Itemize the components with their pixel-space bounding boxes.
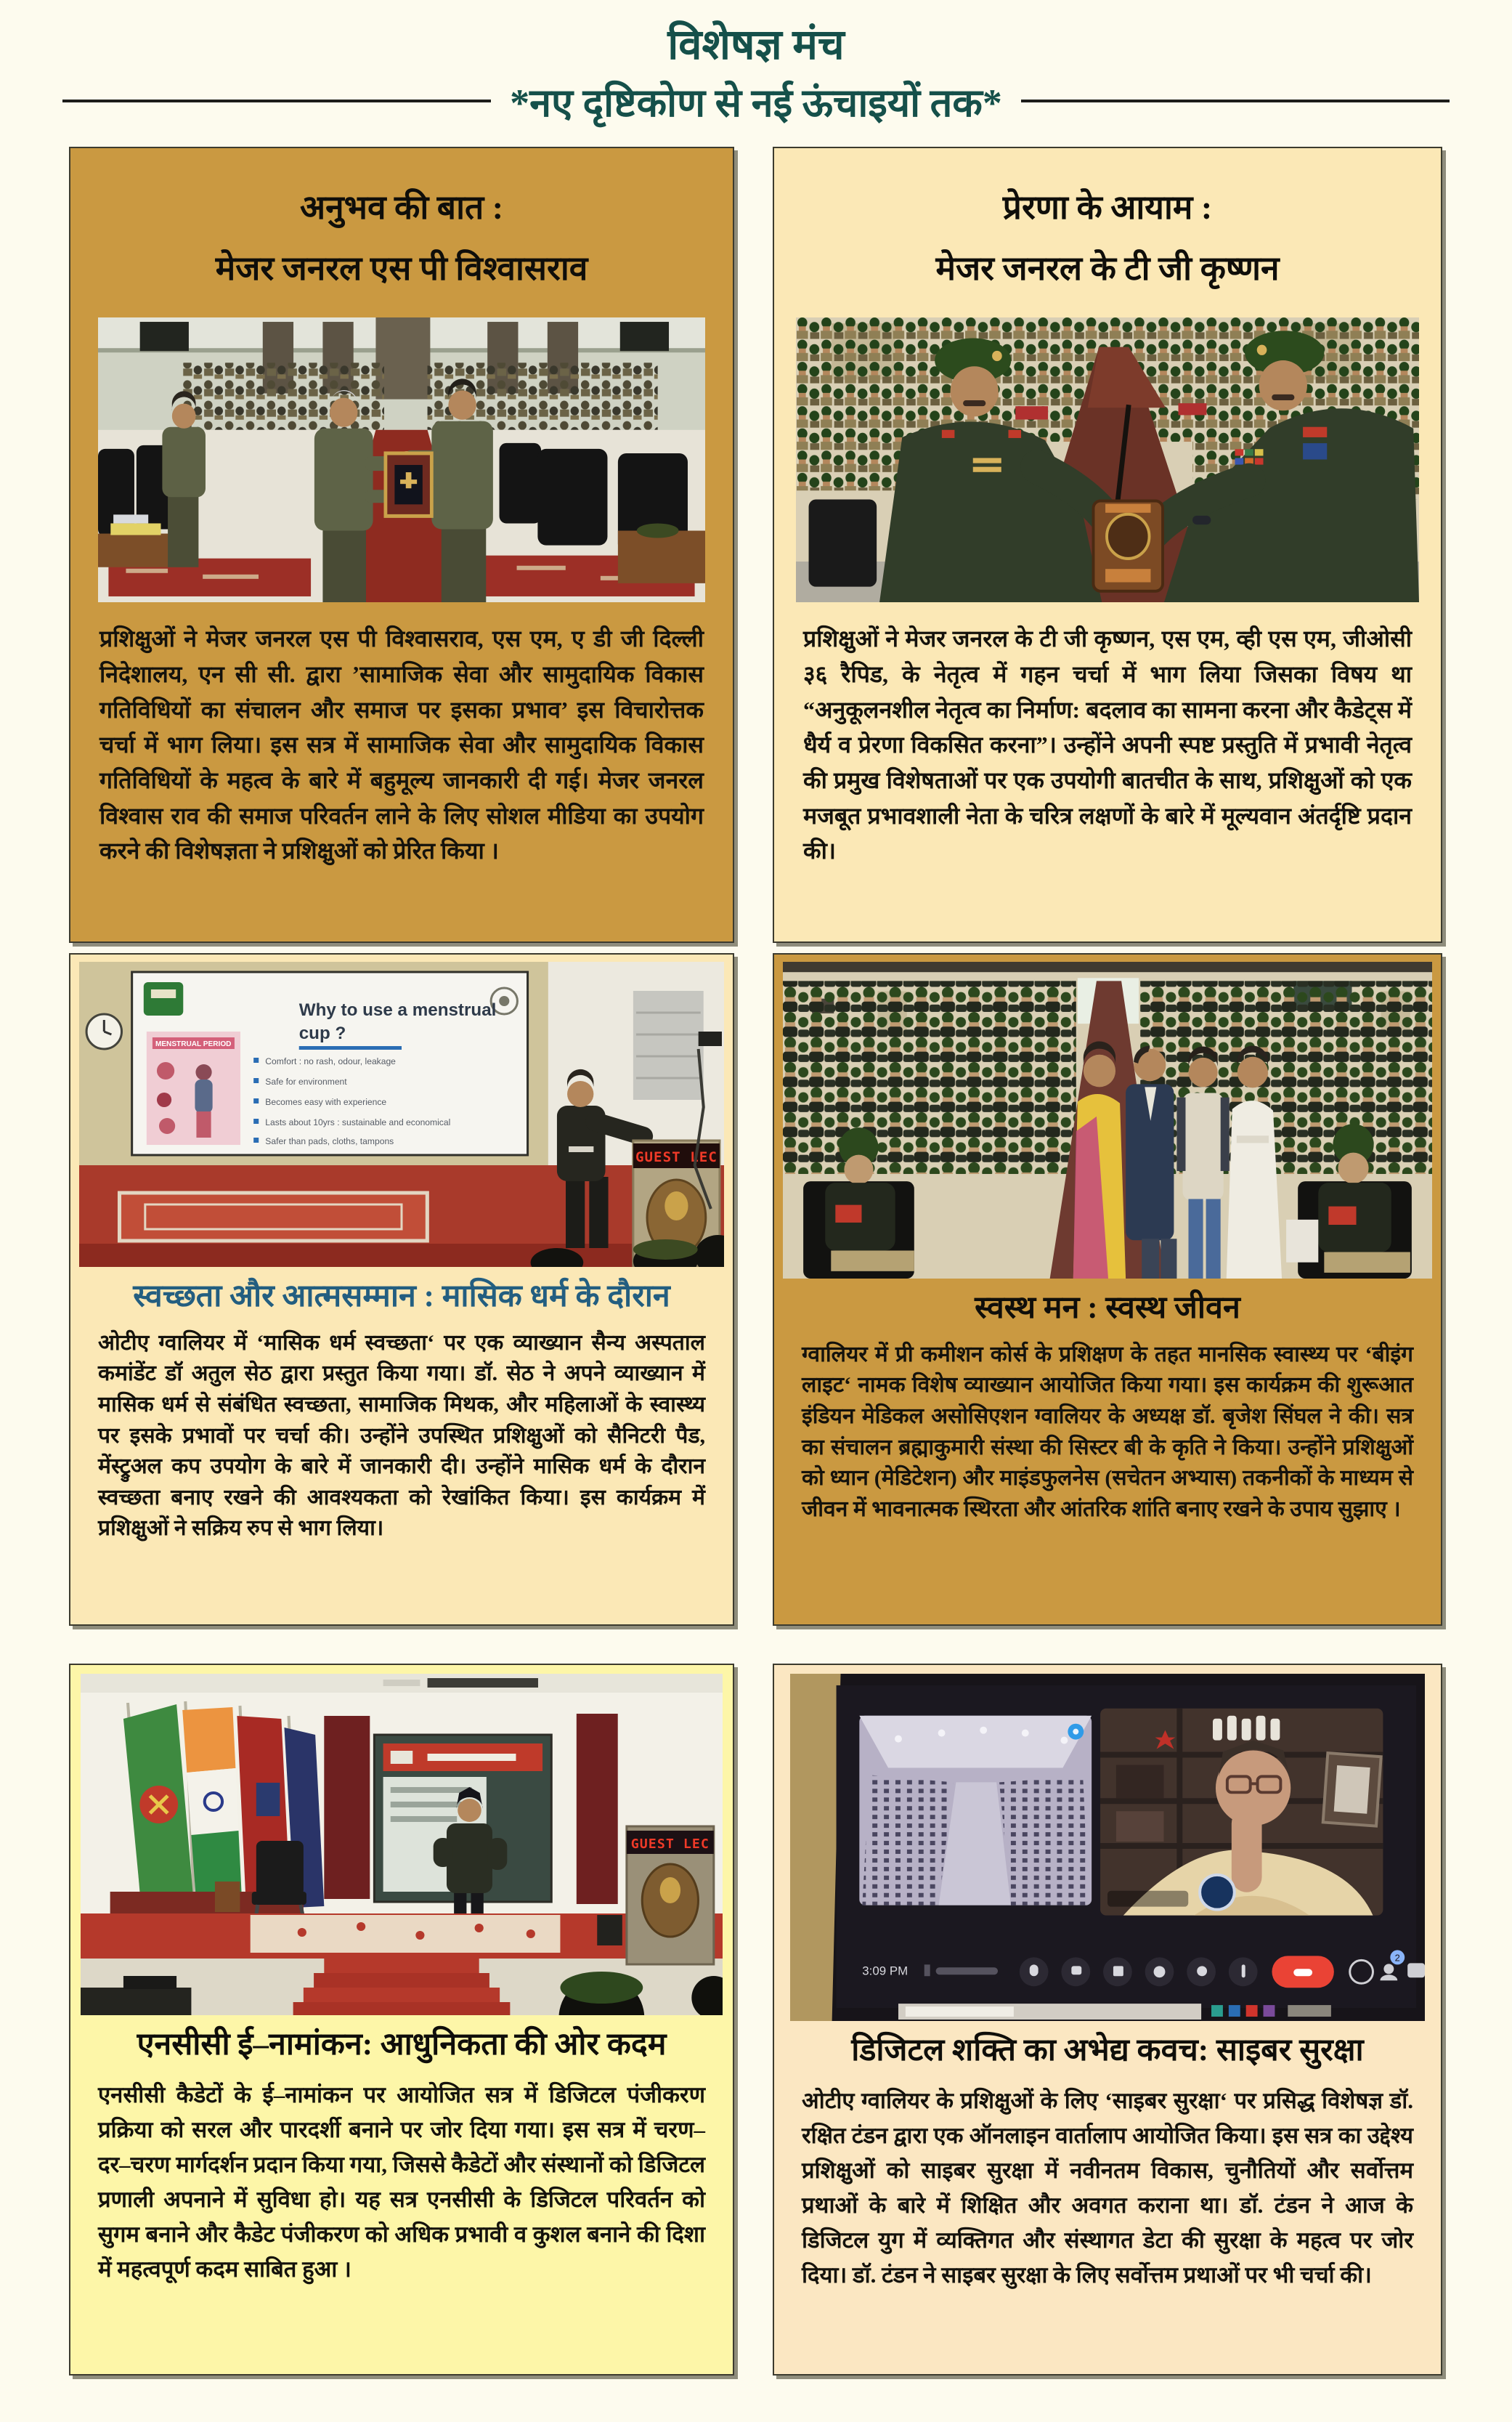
panel-ncc-e-enrolment (69, 1664, 734, 2376)
panel3-heading: स्वच्छता और आत्मसम्मान : मासिक धर्म के दौरान (133, 1279, 670, 1313)
panel4-heading: स्वस्थ मन : स्वस्थ जीवन (975, 1291, 1240, 1325)
panel-inspiration-dimensions (773, 147, 1442, 943)
panel5-body: एनसीसी कैडेटों के ई–नामांकन पर आयोजित सत्र में डिजिटल पंजीकरण प्रक्रिया को सरल और पारदर्शी बनाने पर जोर दिया गया। इस सत्र में चरण–दर–चरण मार्गदर्शन प्रदान किया गया, जिससे कैडेटों और संस्थानों को डिजिटल प्रणाली अपनाने में सुविधा हो। यह सत्र एनसीसी के डिजिटल परिवर्तन को सुगम बनाने और कैडेट पंजीकरण को अधिक प्रभावी व कुशल बनाने की दिशा में महत्वपूर्ण कदम साबित हुआ । (98, 2081, 705, 2282)
panel-healthy-mind (773, 953, 1442, 1626)
photo-plaque-handover-hall (796, 317, 1419, 602)
podium-led-label: GUEST LEC (635, 1149, 718, 1165)
slide-illustration-label: MENSTRUAL PERIOD (155, 1040, 232, 1048)
slide-bullet-3: Becomes easy with experience (265, 1097, 387, 1107)
panel6-heading: डिजिटल शक्ति का अभेद्य कवच: साइबर सुरक्षा (851, 2033, 1364, 2067)
panel2-heading (792, 177, 1423, 299)
panel1-heading-line1: अनुभव की बात : (299, 189, 504, 226)
hangup-button[interactable] (1272, 1956, 1333, 1988)
panel-experience-talk (69, 147, 734, 943)
chat-icon[interactable] (1407, 1963, 1425, 1977)
panel5-heading: एनसीसी ई–नामांकन: आधुनिकता की ओर कदम (137, 2028, 667, 2062)
clock-icon (86, 1014, 121, 1049)
panel1-heading (88, 177, 715, 299)
panel-cyber-security (773, 1664, 1442, 2376)
panel-menstrual-hygiene-lecture (69, 953, 734, 1626)
projection-screen (132, 972, 528, 1155)
meeting-tile-hall (859, 1716, 1092, 1905)
photo-online-meeting-screen (790, 1674, 1425, 2021)
participant-count-badge: 2 (1394, 1952, 1400, 1964)
slide-title-line2: cup ? (298, 1024, 346, 1043)
panel2-heading-line1: प्रेरणा के आयाम : (1002, 189, 1213, 226)
wooden-plaque (1094, 501, 1163, 591)
panel3-body: ओटीए ग्वालियर में ‘मासिक धर्म स्वच्छता‘ पर एक व्याख्यान सैन्य अस्पताल कमांडेंट डॉ अतुल सेठ द्वारा प्रस्तुत किया गया। डॉ. सेठ ने अपने व्याख्यान में मासिक धर्म से संबंधित स्वच्छता, सामाजिक मिथक, और महिलाओं के स्वास्थ्य पर इसके प्रभावों पर चर्चा की। उन्होंने उपस्थित प्रशिक्षुओं को सैनिटरी पैड, मेंस्ट्रुअल कप उपयोग के बारे में जानकारी दी। उन्होंने मासिक धर्म के दौरान स्वच्छता बनाए रखने की आवश्यकता को रेखांकित किया। इस कार्यक्रम में प्रशिक्षुओं ने सक्रिय रुप से भाग लिया। (98, 1330, 705, 1541)
stage-steps (293, 1959, 511, 2015)
page-title: विशेषज्ञ मंच (667, 21, 845, 68)
page-subtitle: *नए दृष्टिकोण से नई ऊंचाइयों तक* (510, 81, 1002, 125)
podium-led-label: GUEST LEC (630, 1836, 710, 1852)
meeting-tile-speaker (1100, 1709, 1383, 1916)
page-header (0, 22, 1512, 128)
slide-bullet-2: Safe for environment (265, 1077, 347, 1087)
slide-bullet-5: Safer than pads, cloths, tampons (265, 1136, 394, 1146)
panel4-body: ग्वालियर में प्री कमीशन कोर्स के प्रशिक्षण के तहत मानसिक स्वास्थ्य पर ‘बीइंग लाइट‘ नामक विशेष व्याख्यान आयोजित किया गया। इस कार्यक्रम की शुरूआत इंडियन मेडिकल असोसिएशन ग्वालियर के अध्यक्ष डॉ. बृजेश सिंघल ने की। सत्र का संचालन ब्रह्माकुमारी संस्था की सिस्टर बी के कृति ने किया। उन्होंने प्रशिक्षुओं को ध्यान (मेडिटेशन) और माइंडफुलनेस (सचेतन अभ्यास) तकनीकों के माध्यम से जीवन में भावनात्मक स्थिरता और आंतरिक शांति बनाए रखने के उपाय सुझाए । (802, 1342, 1413, 1521)
photo-memento-exchange-auditorium (98, 317, 705, 602)
photo-group-with-cadets (783, 962, 1432, 1279)
page-subtitle-row (0, 74, 1512, 128)
memento-frame (386, 453, 431, 516)
slide-bullet-1: Comfort : no rash, odour, leakage (265, 1056, 396, 1066)
photo-stage-flags-speaker (81, 1674, 723, 2015)
slide-bullet-4: Lasts about 10yrs : sustainable and economical (265, 1117, 451, 1127)
panel1-heading-line2: मेजर जनरल एस पी विश्वासराव (215, 249, 588, 287)
slide-title-line1: Why to use a menstrual (298, 1000, 497, 1020)
divider-line-right (1021, 100, 1450, 102)
panel1-body: प्रशिक्षुओं ने मेजर जनरल एस पी विश्वासराव, एस एम, ए डी जी दिल्ली निदेशालय, एन सी सी. द्वारा ’सामाजिक सेवा और सामुदायिक विकास गतिविधियों का संचालन और समाज पर इसका प्रभाव’ इस विचारोत्तक चर्चा में भाग लिया। इस सत्र में सामाजिक सेवा और सामुदायिक विकास गतिविधियों के महत्व के बारे में बहुमूल्य जानकारी दी गई। मेजर जनरल विश्वास राव की समाज परिवर्तन लाने के लिए सोशल मीडिया का उपयोग करने की विशेषज्ञता ने प्रशिक्षुओं को प्रेरित किया । (99, 625, 704, 864)
panel6-body: ओटीए ग्वालियर के प्रशिक्षुओं के लिए ‘साइबर सुरक्षा‘ पर प्रसिद्ध विशेषज्ञ डॉ. रक्षित टंडन द्वारा एक ऑनलाइन वार्तालाप आयोजित किया। इस सत्र का उद्देश्य प्रशिक्षुओं को साइबर सुरक्षा में नवीनतम विकास, चुनौतियों और सर्वोत्तम प्रथाओं के बारे में शिक्षित और अवगत कराना था। डॉ. टंडन ने आज के डिजिटल युग में व्यक्तिगत और संस्थागत डेटा की सुरक्षा के महत्व पर जोर दिया। डॉ. टंडन ने साइबर सुरक्षा के लिए सर्वोत्तम प्रथाओं पर भी चर्चा की। (802, 2087, 1413, 2288)
divider-line-left (62, 100, 491, 102)
meeting-time-label: 3:09 PM (862, 1964, 909, 1978)
stage-carpet (120, 1193, 428, 1241)
panel2-heading-line2: मेजर जनरल के टी जी कृष्णन (935, 249, 1280, 287)
panel2-body: प्रशिक्षुओं ने मेजर जनरल के टी जी कृष्णन, एस एम, व्ही एस एम, जीओसी ३६ रैपिड, के नेतृत्व में गहन चर्चा में भाग लिया जिसका विषय था “अनुकूलनशील नेतृत्व का निर्माण: बदलाव का सामना करना और कैडेट्स में धैर्य व प्रेरणा विकसित करना”। उन्होंने अपनी स्पष्ट प्रस्तुति में प्रभावी नेतृत्व की प्रमुख विशेषताओं पर एक उपयोगी बातचीत के साथ, प्रशिक्षुओं को एक मजबूत प्रभावशाली नेता के चरित्र लक्षणों के बारे में मूल्यवान अंतर्दृष्टि प्रदान की। (803, 625, 1412, 864)
photo-lecture-projector-screen (79, 962, 724, 1267)
